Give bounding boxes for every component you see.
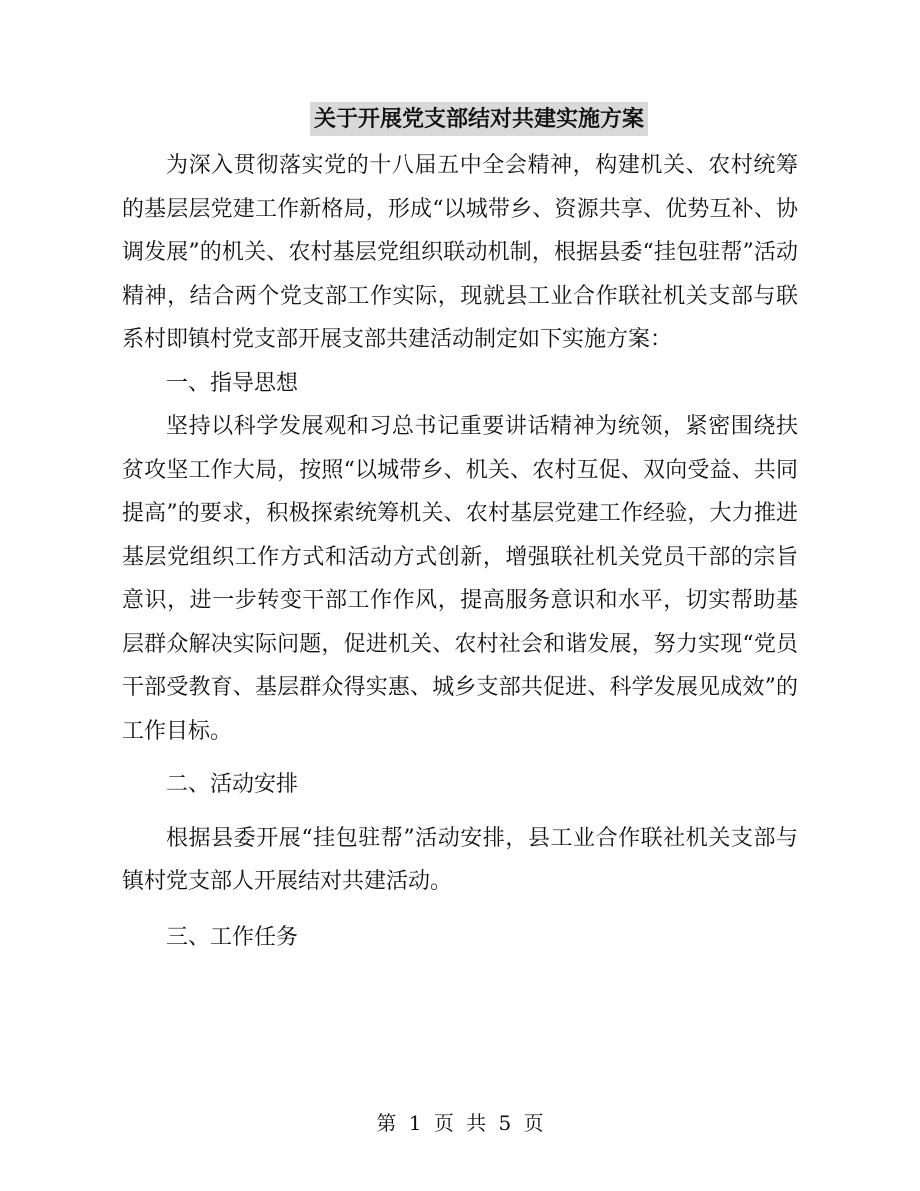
intro-paragraph: 为深入贯彻落实党的十八届五中全会精神，构建机关、农村统筹的基层层党建工作新格局，形成“以城带乡、资源共享、优势互补、协调发展”的机关、农村基层党组织联动机制，根据县委“挂包驻帮”活动精神，结合两个党支部工作实际，现就县工业合作联社机关支部与联系村即镇村党支部开展支部共建活动制定如下实施方案：: [122, 153, 798, 352]
document-body: [122, 144, 798, 959]
paragraph-gap: [122, 753, 798, 763]
document-title: 关于开展党支部结对共建实施方案: [310, 102, 648, 136]
section-heading-activity-arrangement: 二、活动安排: [166, 772, 299, 797]
paragraph-gap: [122, 904, 798, 916]
section-heading-work-tasks: 三、工作任务: [166, 924, 299, 950]
section-heading-guiding-ideology: 一、指导思想: [166, 370, 299, 396]
page-number-footer: 第 1 页 共 5 页: [376, 1111, 544, 1135]
section-body-activity-arrangement: 根据县委开展“挂包驻帮”活动安排，县工业合作联社机关支部与镇村党支部人开展结对共建活动。: [122, 825, 798, 894]
section-body-guiding-ideology: 坚持以科学发展观和习总书记重要讲话精神为统领，紧密围绕扶贫攻坚工作大局，按照“以城带乡、机关、农村互促、双向受益、共同提高”的要求，积极探索统筹机关、农村基层党建工作经验，大力推进基层党组织工作方式和活动方式创新，增强联社机关党员干部的宗旨意识，进一步转变干部工作作风，提高服务意识和水平，切实帮助基层群众解决实际问题，促进机关、农村社会和谐发展，努力实现“党员干部受教育、基层群众得实惠、城乡支部共促进、科学发展见成效”的工作目标。: [122, 414, 798, 744]
paragraph-gap: [122, 807, 798, 817]
